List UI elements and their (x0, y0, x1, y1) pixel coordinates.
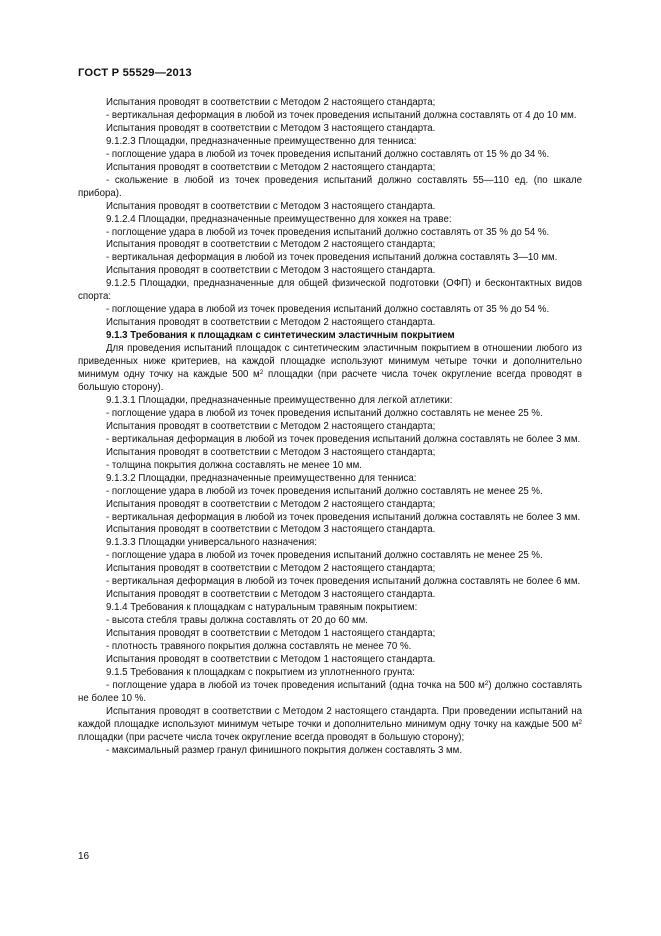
paragraph: Испытания проводят в соответствии с Методом 3 настоящего стандарта. (106, 589, 436, 601)
paragraph: 9.1.3.2 Площадки, предназначенные преимущественно для тенниса: (106, 472, 417, 484)
paragraph: Испытания проводят в соответствии с Методом 2 настоящего стандарта; (106, 97, 436, 108)
paragraph: - высота стебля травы должна составлять от 20 до 60 мм. (106, 615, 368, 627)
paragraph: Испытания проводят в соответствии с Методом 1 настоящего стандарта; (106, 628, 436, 640)
paragraph: - поглощение удара в любой из точек проведения испытаний должно составлять не менее 25 %. (106, 407, 543, 419)
paragraph: Испытания проводят в соответствии с Методом 2 настоящего стандарта; (106, 239, 436, 251)
paragraph: Испытания проводят в соответствии с Методом 3 настоящего стандарта. (106, 524, 436, 536)
paragraph: 9.1.2.3 Площадки, предназначенные преимущественно для тенниса: (106, 135, 417, 147)
paragraph: - вертикальная деформация в любой из точек проведения испытаний должна составлять не более 3 мм. (106, 433, 581, 445)
paragraph: Испытания проводят в соответствии с Методом 3 настоящего стандарта. (106, 122, 436, 134)
page-number: 16 (78, 851, 90, 862)
paragraph: Испытания проводят в соответствии с Методом 2 настоящего стандарта; (106, 161, 436, 173)
paragraph: - вертикальная деформация в любой из точек проведения испытаний должна составлять не более 3 мм. (106, 511, 581, 523)
paragraph: - поглощение удара в любой из точек проведения испытаний должно составлять от 35 % до 54 %. (106, 226, 550, 238)
paragraph: 9.1.4 Требования к площадкам с натуральным травяным покрытием: (106, 602, 418, 614)
page-header: ГОСТ Р 55529—2013 (78, 67, 192, 79)
paragraph: - плотность травяного покрытия должна составлять не менее 70 %. (106, 641, 412, 653)
paragraph: Испытания проводят в соответствии с Методом 3 настоящего стандарта; (106, 446, 436, 458)
paragraph: 9.1.2.4 Площадки, предназначенные преимущественно для хоккея на траве: (106, 213, 452, 225)
paragraph: Испытания проводят в соответствии с Методом 2 настоящего стандарта; (106, 563, 436, 575)
paragraph: - вертикальная деформация в любой из точек проведения испытаний должна составлять не более 6 мм. (106, 576, 581, 588)
paragraph: - вертикальная деформация в любой из точек проведения испытаний должна составлять 3—10 мм. (106, 252, 558, 264)
paragraph: - поглощение удара в любой из точек проведения испытаний должно составлять не менее 25 %. (106, 550, 543, 562)
paragraph: 9.1.3.1 Площадки, предназначенные преимущественно для легкой атлетики: (106, 394, 453, 406)
document-body (78, 97, 582, 758)
paragraph: - вертикальная деформация в любой из точек проведения испытаний должна составлять от 4 до 10 мм. (106, 109, 577, 121)
section-heading: 9.1.3 Требования к площадкам с синтетическим эластичным покрытием (106, 330, 455, 342)
paragraph: - максимальный размер гранул финишного покрытия должен составлять 3 мм. (106, 744, 463, 756)
paragraph: - толщина покрытия должна составлять не менее 10 мм. (106, 459, 362, 471)
paragraph: - поглощение удара в любой из точек проведения испытаний должно составлять не менее 25 %. (106, 485, 543, 497)
paragraph: Испытания проводят в соответствии с Методом 2 настоящего стандарта. При проведении испытаний на каждой площадке используют минимум четыре точки и дополнительно минимум одну точку на каждые 500 $м^2$ площадки (при расчете числа точек округление всегда проводят в большую сторону); (78, 705, 582, 743)
paragraph: Испытания проводят в соответствии с Методом 2 настоящего стандарта; (106, 420, 436, 432)
paragraph: Испытания проводят в соответствии с Методом 2 настоящего стандарта; (106, 498, 436, 510)
paragraph: - поглощение удара в любой из точек проведения испытаний должно составлять от 35 % до 54 %. (106, 304, 550, 316)
paragraph: - скольжение в любой из точек проведения испытаний должно составлять 55—110 ед. (по шкале прибора). (78, 174, 582, 199)
paragraph: Испытания проводят в соответствии с Методом 2 настоящего стандарта. (106, 317, 436, 329)
paragraph: Испытания проводят в соответствии с Методом 3 настоящего стандарта. (106, 200, 436, 212)
paragraph: 9.1.3.3 Площадки универсального назначения: (106, 537, 317, 549)
paragraph: Испытания проводят в соответствии с Методом 1 настоящего стандарта. (106, 653, 436, 665)
paragraph: Испытания проводят в соответствии с Методом 3 настоящего стандарта. (106, 265, 436, 277)
paragraph: 9.1.5 Требования к площадкам с покрытием из уплотненного грунта: (106, 666, 415, 678)
paragraph: - поглощение удара в любой из точек проведения испытаний (одна точка на 500 $м^2$) должно составлять не более 10 %. (78, 679, 582, 704)
paragraph: Для проведения испытаний площадок с синтетическим эластичным покрытием в отношении любого из приведенных ниже критериев, на каждой площадке используют минимум четыре точки и дополнительно минимум одну точку на каждые 500 $м^2$ площадки (при расчете числа точек округление всегда проводят в большую сторону). (78, 343, 583, 393)
paragraph: - поглощение удара в любой из точек проведения испытаний должно составлять от 15 % до 34 %. (106, 148, 550, 160)
paragraph: 9.1.2.5 Площадки, предназначенные для общей физической подготовки (ОФП) и бесконтактных видов спорта: (78, 278, 582, 303)
